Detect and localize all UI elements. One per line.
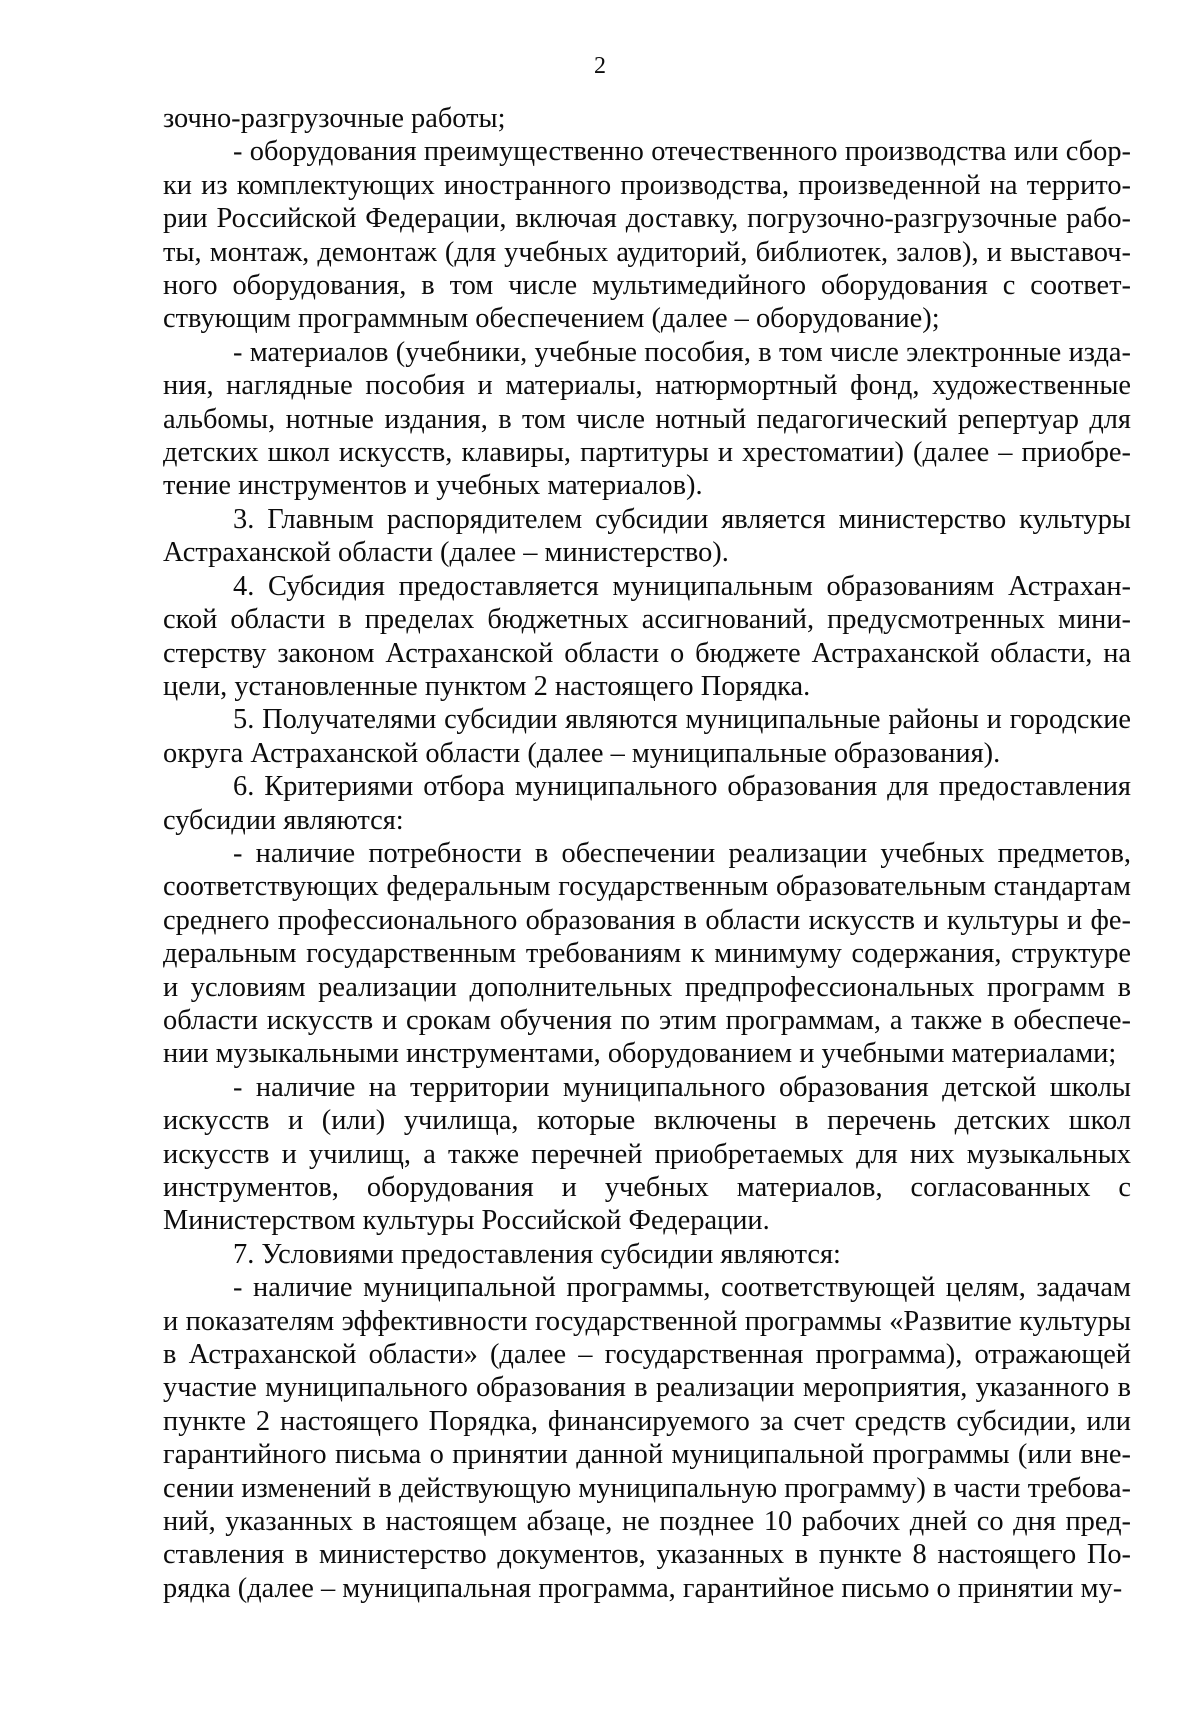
paragraph-clause-7: 7. Условиями предоставления субсидии являются: [233,1238,841,1270]
paragraph-equipment: - оборудования преимущественно отечественного производства или сборки из комплектующих иностранного производства, произведенной на территории Российской Федерации, включая доставку, погрузочно-разгрузочные работы, монтаж, демонтаж (для учебных аудиторий, библиотек, залов), и выставочного оборудования, в том числе мультимедийного оборудования с соответствующим программным обеспечением (далее – оборудование); [163,136,1131,335]
paragraph-clause-3: 3. Главным распорядителем субсидии является министерство культуры Астраханской области (далее – министерство). [163,503,1131,569]
paragraph-criterion-school: - наличие на территории муниципального образования детской школы искусств и (или) училища, которые включены в перечень детских школ искусств и училищ, а также перечней приобретаемых для них музыкальных инструментов, оборудования и учебных материалов, согласованных с Министерством культуры Российской Федерации. [163,1071,1131,1237]
page-number: 2 [594,53,606,79]
paragraph-materials: - материалов (учебники, учебные пособия, в том числе электронные издания, наглядные пособия и материалы, натюрмортный фонд, художественные альбомы, нотные издания, в том числе нотный педагогический репертуар для детских школ искусств, клавиры, партитуры и хрестоматии) (далее – приобретение инструментов и учебных материалов). [163,336,1131,502]
paragraph-condition-program: - наличие муниципальной программы, соответствующей целям, задачам и показателям эффективности государственной программы «Развитие культуры в Астраханской области» (далее – государственная программа), отражающей участие муниципального образования в реализации мероприятия, указанного в пункте 2 настоящего Порядка, финансируемого за счет средств субсидии, или гарантийного письма о принятии данной муниципальной программы (или внесении изменений в действующую муниципальную программу) в части требований, указанных в настоящем абзаце, не позднее 10 рабочих дней со дня представления в министерство документов, указанных в пункте 8 настоящего Порядка (далее – муниципальная программа, гарантийное письмо о принятии му- [163,1272,1131,1604]
paragraph-clause-6: 6. Критериями отбора муниципального образования для предоставления субсидии являются: [163,771,1131,836]
paragraph-criterion-need: - наличие потребности в обеспечении реализации учебных предметов, соответствующих федеральным государственным образовательным стандартам среднего профессионального образования в области искусств и культуры и федеральным государственным требованиям к минимуму содержания, структуре и условиям реализации дополнительных предпрофессиональных программ в области искусств и срокам обучения по этим программам, а также в обеспечении музыкальными инструментами, оборудованием и учебными материалами; [163,837,1131,1070]
paragraph-continuation: зочно-разгрузочные работы; [163,103,506,134]
document-body [163,102,1131,1605]
paragraph-clause-4: 4. Субсидия предоставляется муниципальным образованиям Астраханской области в пределах бюджетных ассигнований, предусмотренных министерству законом Астраханской области о бюджете Астраханской области, на цели, установленные пунктом 2 настоящего Порядка. [163,570,1131,702]
paragraph-clause-5: 5. Получателями субсидии являются муниципальные районы и городские округа Астраханской области (далее – муниципальные образования). [163,704,1131,769]
